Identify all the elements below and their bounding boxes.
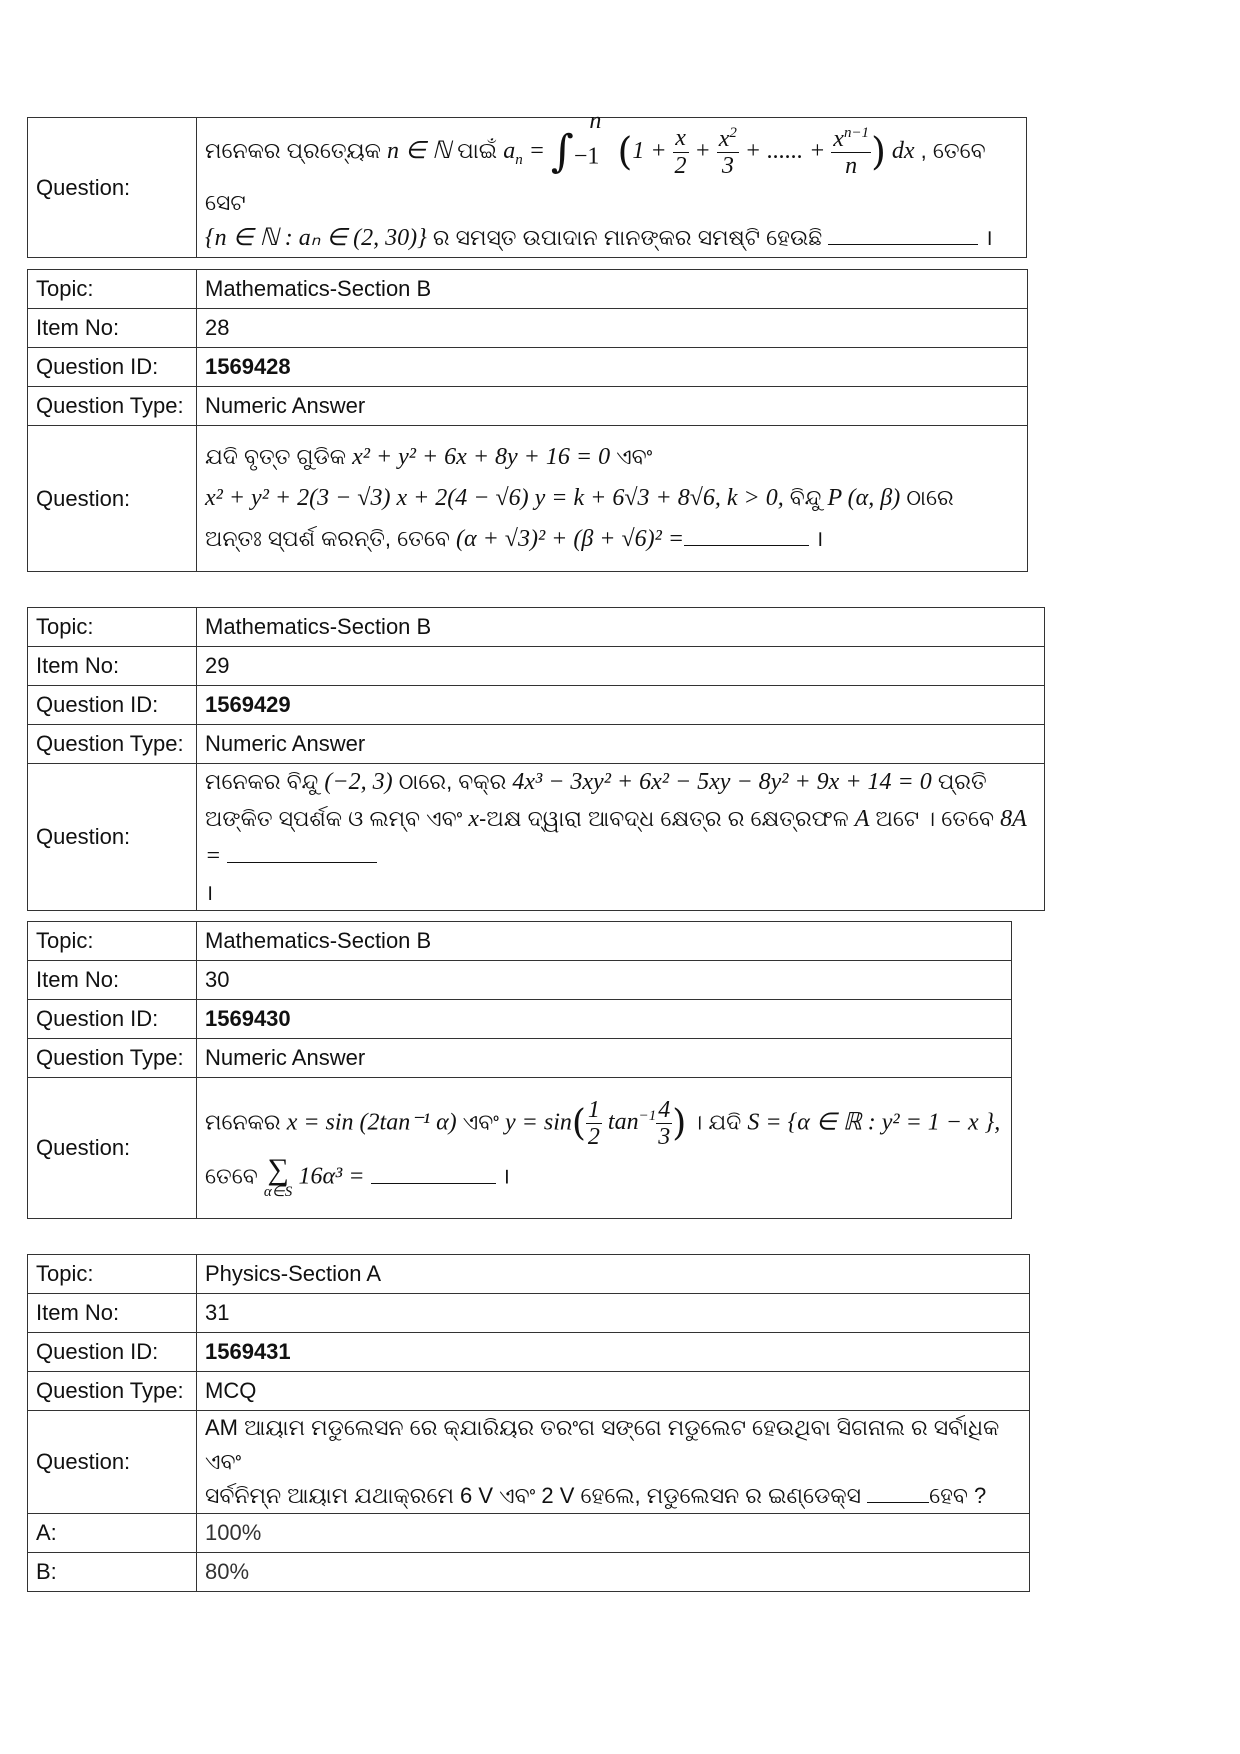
topic-label: Topic:	[28, 608, 197, 647]
question-label: Question:	[28, 764, 197, 911]
item-no-label: Item No:	[28, 1294, 197, 1333]
question-text: ଯଦି ବୃତ୍ତ ଗୁଡିକ x² + y² + 6x + 8y + 16 = 0 ଏବଂ x² + y² + 2(3 − √3) x + 2(4 − √6) y = k + 6√3 + 8√6, k > 0, ବିନ୍ଦୁ P (α, β) ଠାରେ ଅନ୍ତଃ ସ୍ପର୍ଶ କରନ୍ତି, ତେବେ (α + √3)² + (β + √6)² = ।	[197, 426, 1028, 572]
topic-value: Mathematics-Section B	[197, 922, 1012, 961]
question-table-31	[27, 1254, 1030, 1592]
option-b-label: B:	[28, 1553, 197, 1592]
question-id-value: 1569430	[197, 1000, 1012, 1039]
question-id-label: Question ID:	[28, 1333, 197, 1372]
question-id-label: Question ID:	[28, 348, 197, 387]
question-text: AM ଆୟାମ ମଡୁଲେସନ ରେ କ୍ଯାରିୟର ତରଂଗ ସଙ୍ଗେ ମଡୁଲେଟ ହେଉଥିବା ସିଗନାଲ ର ସର୍ବାଧିକ ଏବଂ ସର୍ବନିମ୍ନ ଆୟାମ ଯଥାକ୍ରମେ 6 V ଏବଂ 2 V ହେଲେ, ମଡୁଲେସନ ର ଇଣ୍ଡେକ୍ସ ହେବ ?	[197, 1411, 1030, 1514]
item-no-value: 31	[197, 1294, 1030, 1333]
topic-label: Topic:	[28, 1255, 197, 1294]
integral-sign: ∫	[550, 126, 574, 177]
topic-value: Mathematics-Section B	[197, 608, 1045, 647]
question-label: Question:	[28, 118, 197, 258]
question-text: ମନେକର x = sin (2tan⁻¹ α) ଏବଂ y = sin( $\frac{1}{2}$ $\tan^{-1}$ $\frac{4}{3}$ ) । ଯଦି S = {α ∈ ℝ : y² = 1 − x }, ତେବେ ∑ α∈S 16α³ = ।	[197, 1078, 1012, 1219]
item-no-value: 28	[197, 309, 1028, 348]
question-type-label: Question Type:	[28, 387, 197, 426]
question-type-value: Numeric Answer	[197, 387, 1028, 426]
question-type-value: Numeric Answer	[197, 725, 1045, 764]
question-table-29	[27, 607, 1045, 911]
topic-value: Physics-Section A	[197, 1255, 1030, 1294]
question-type-label: Question Type:	[28, 1372, 197, 1411]
question-id-value: 1569431	[197, 1333, 1030, 1372]
question-label: Question:	[28, 1411, 197, 1514]
topic-label: Topic:	[28, 270, 197, 309]
question-table-27	[27, 107, 1027, 258]
question-table-28	[27, 269, 1028, 572]
question-id-label: Question ID:	[28, 686, 197, 725]
question-label: Question:	[28, 426, 197, 572]
question-type-label: Question Type:	[28, 725, 197, 764]
question-id-value: 1569428	[197, 348, 1028, 387]
option-a-value[interactable]: 100%	[197, 1514, 1030, 1553]
item-no-label: Item No:	[28, 309, 197, 348]
question-text: ମନେକର ପ୍ରତ୍ୟେକ n ∈ ℕ ପାଇଁ $a_n = \int_{-1}^n$ (1 + $\frac{x}{2}$ + $\frac{x^2}{3}$ + ...... + $\frac{x^{n-1}}{n}$ ) dx , ତେବେ ସେଟ {n ∈ ℕ : aₙ ∈ (2, 30)} ର ସମସ୍ତ ଉପାଦାନ ମାନଙ୍କର ସମଷ୍ଟି ହେଉଛି ।	[197, 118, 1027, 258]
question-id-label: Question ID:	[28, 1000, 197, 1039]
item-no-value: 29	[197, 647, 1045, 686]
question-table-30	[27, 921, 1012, 1219]
option-b-value[interactable]: 80%	[197, 1553, 1030, 1592]
item-no-label: Item No:	[28, 961, 197, 1000]
item-no-value: 30	[197, 961, 1012, 1000]
question-id-value: 1569429	[197, 686, 1045, 725]
topic-label: Topic:	[28, 922, 197, 961]
option-a-label: A:	[28, 1514, 197, 1553]
question-type-label: Question Type:	[28, 1039, 197, 1078]
summation-sign: ∑	[267, 1153, 289, 1187]
topic-value: Mathematics-Section B	[197, 270, 1028, 309]
question-text: ମନେକର ବିନ୍ଦୁ (−2, 3) ଠାରେ, ବକ୍ର 4x³ − 3xy² + 6x² − 5xy − 8y² + 9x + 14 = 0 ପ୍ରତି ଅଙ୍କିତ ସ୍ପର୍ଶକ ଓ ଲମ୍ବ ଏବଂ x-ଅକ୍ଷ ଦ୍ୱାରା ଆବଦ୍ଧ କ୍ଷେତ୍ର ର କ୍ଷେତ୍ରଫଳ A ଅଟେ । ତେବେ 8A = ।	[197, 764, 1045, 911]
question-type-value: Numeric Answer	[197, 1039, 1012, 1078]
question-type-value: MCQ	[197, 1372, 1030, 1411]
question-label: Question:	[28, 1078, 197, 1219]
item-no-label: Item No:	[28, 647, 197, 686]
